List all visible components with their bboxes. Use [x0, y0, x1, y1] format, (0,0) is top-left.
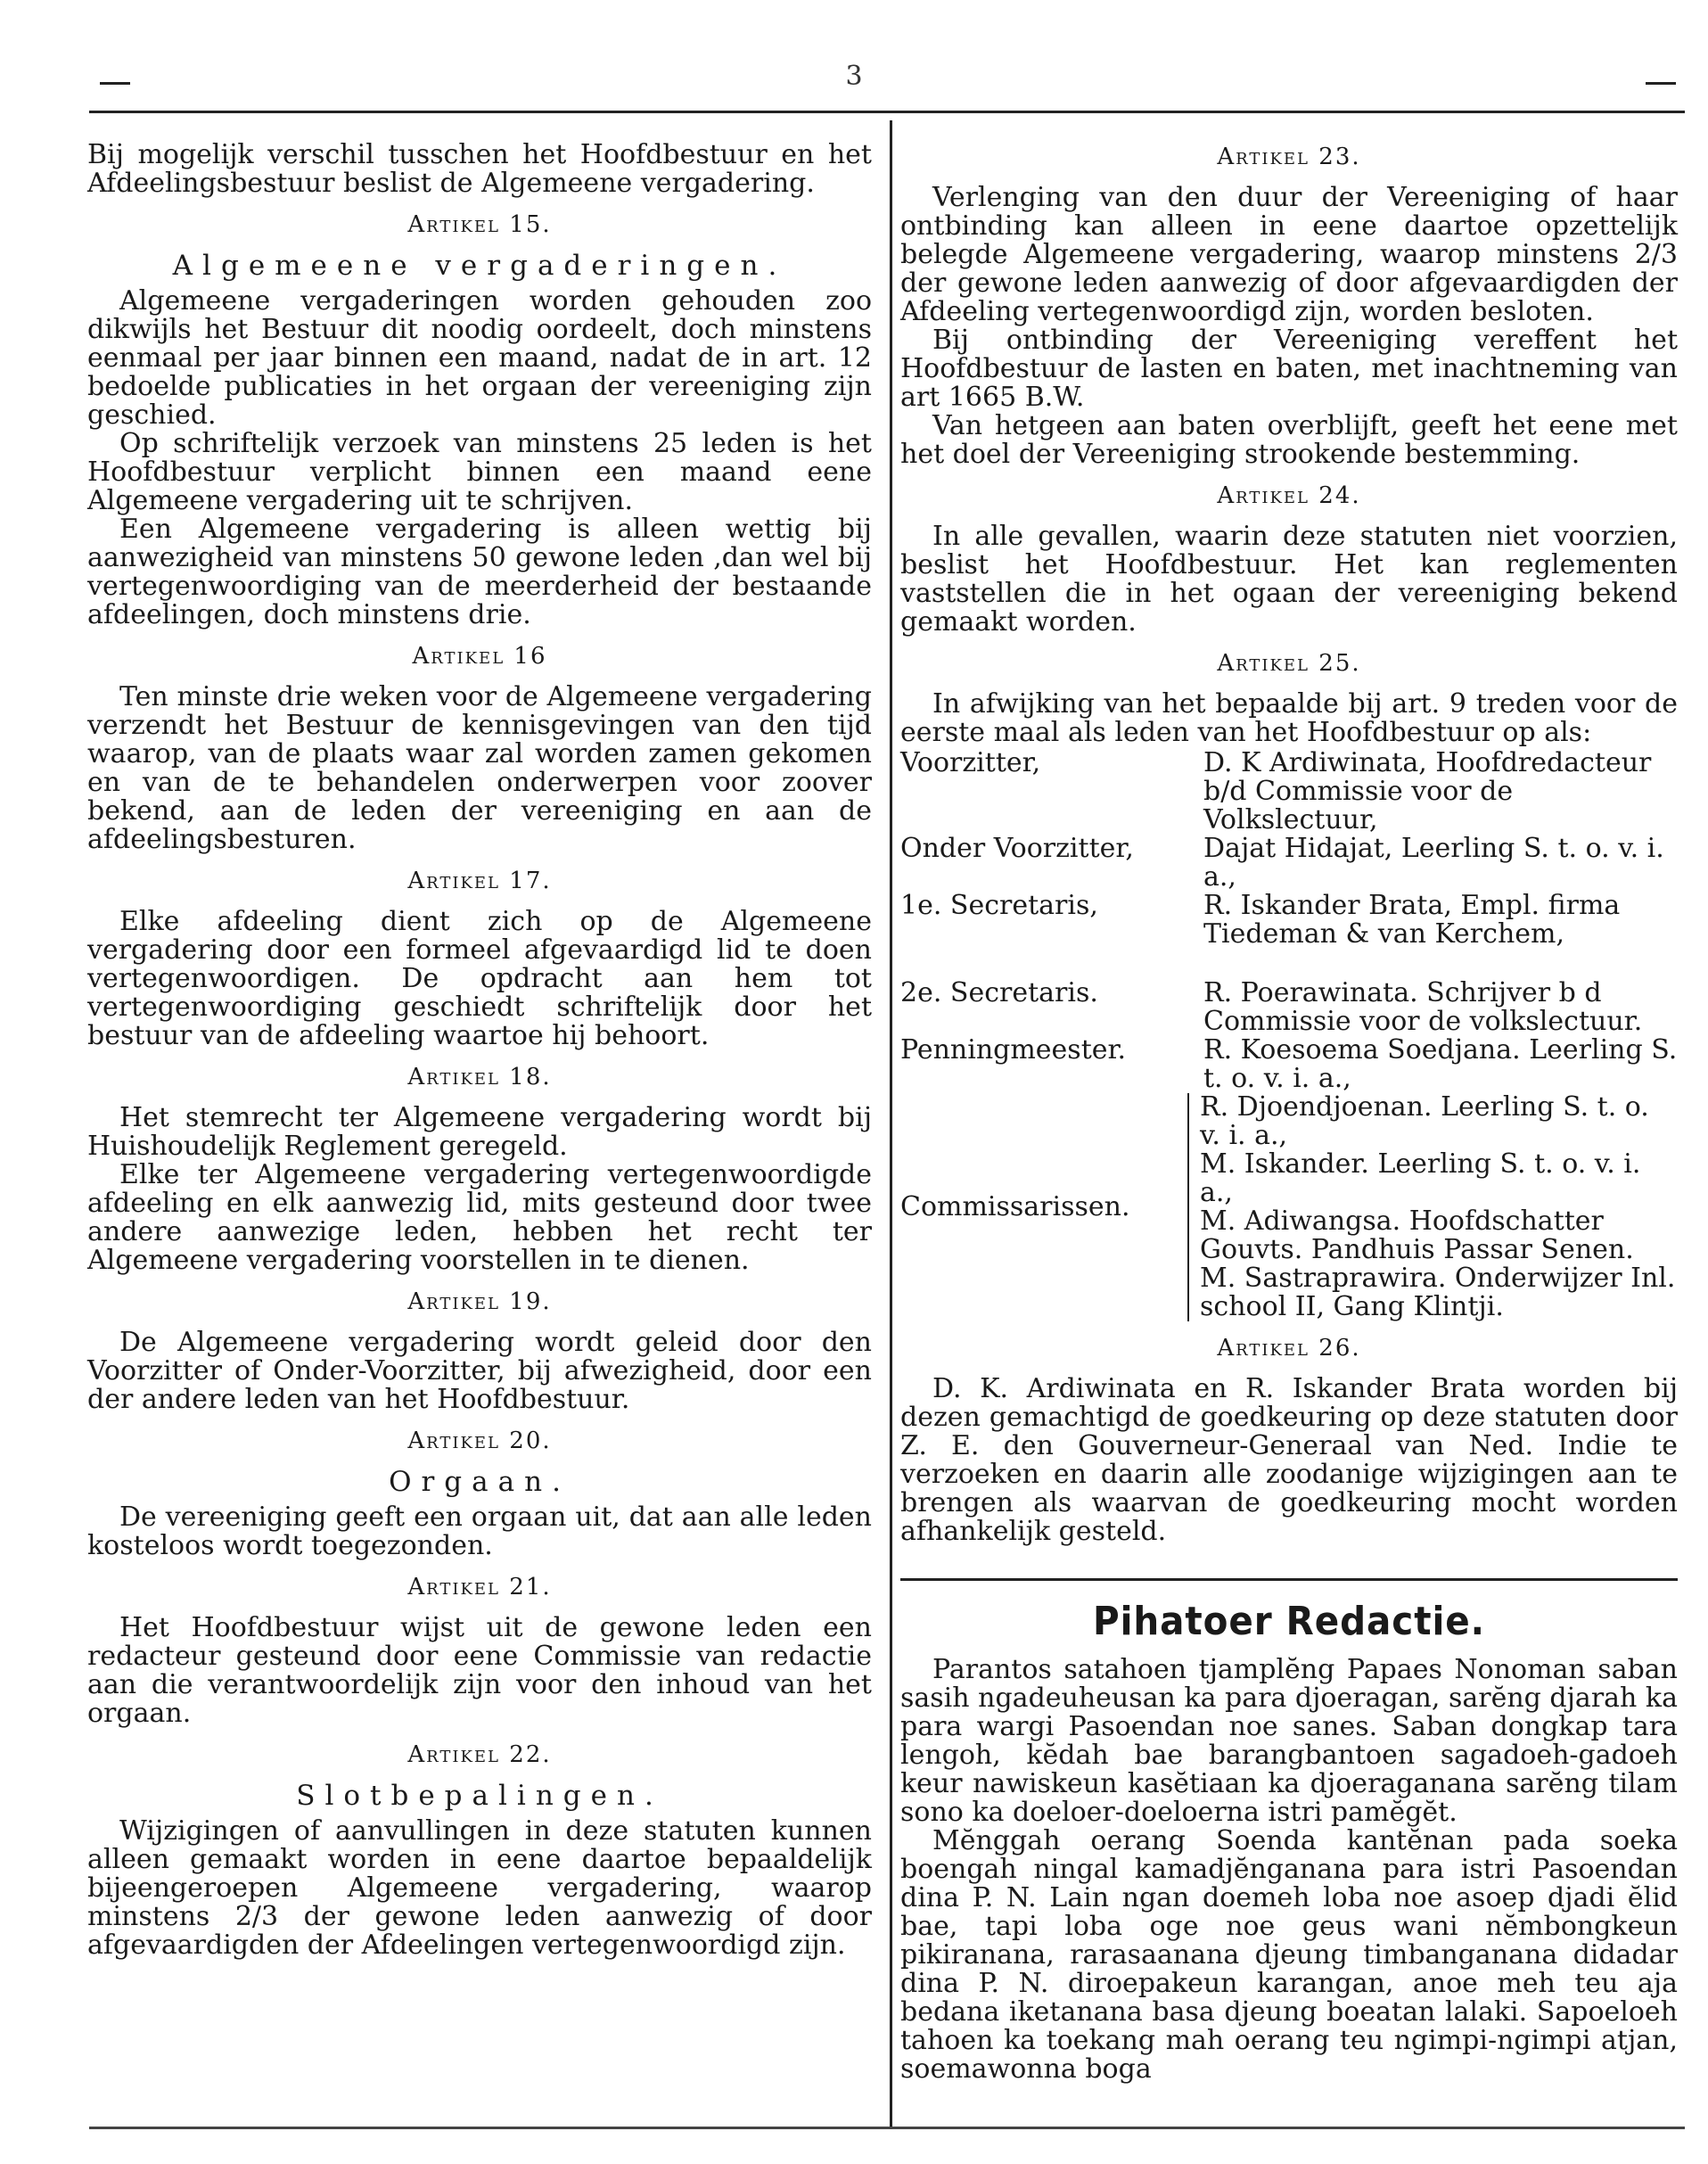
article-25-paragraph-1: In afwijking van het bepaalde bij art. 9 treden voor de eerste maal als leden van het Hoofdbestuur op als: [900, 688, 1678, 748]
right-column [900, 141, 1678, 2084]
board-person: R. Koesoema Soedjana. Leerling S. t. o. v. i. a., [1203, 1034, 1678, 1094]
article-17-heading: Artikel 17. [407, 868, 552, 894]
commissioner-entry: M. Iskander. Leerling S. t. o. v. i. a., [1200, 1148, 1641, 1208]
commissioners-role: Commissarissen. [900, 1191, 1130, 1222]
article-16-heading: Artikel 16 [412, 643, 547, 670]
header-dash-right [1646, 82, 1676, 85]
article-15-subheading: Algemeene vergaderingen. [172, 250, 787, 282]
article-15-heading: Artikel 15. [407, 211, 552, 238]
board-spacer [1203, 949, 1678, 979]
board-person: R. Iskander Brata, Empl. firma Tiedeman & van Kerchem, [1203, 890, 1621, 950]
article-21-paragraph-1: Het Hoofdbestuur wijst uit de gewone leden een redacteur gesteund door eene Commissie van redactie aan die verantwoordelijk zijn voor den inhoud van het orgaan. [87, 1612, 872, 1729]
article-23-paragraph-3: Van hetgeen aan baten overblijft, geeft het eene met het doel der Vereeniging strookende bestemming. [900, 410, 1678, 470]
board-members-list [900, 749, 1678, 1321]
article-23-heading: Artikel 23. [1217, 144, 1361, 170]
article-22-subheading: Slotbepalingen. [296, 1780, 663, 1812]
article-18-paragraph-2: Elke ter Algemeene vergadering vertegenwoordigde afdeeling en elk aanwezig lid, mits gesteund door twee andere aanwezige leden, hebben het recht ter Algemeene vergadering voorstellen in te dienen. [87, 1159, 872, 1276]
article-19-paragraph-1: De Algemeene vergadering wordt geleid door den Voorzitter of Onder-Voorzitter, bij afwezigheid, door een der andere leden van het Hoofdbestuur. [87, 1327, 872, 1415]
column-divider [890, 120, 892, 2127]
redactie-paragraph-2: Mĕnggah oerang Soenda kantĕnan pada soeka boengah ningal kamadjĕnganana para istri Pasoendan dina P. N. Lain ngan doemeh loba noe asoep djadi ĕlid bae, tapi loba oge noe geus wani nĕmbongkeun pikiranana, rarasaanana djeung timbanganana didadar dina P. N. diroepakeun karangan, anoe meh teu aja bedana iketanana basa djeung boeatan lalaki. Sapoeloeh tahoen ka toekang mah oerang teu ngimpi-ngimpi atjan, soemawonna boga [900, 1825, 1678, 2085]
article-15-paragraph-1: Algemeene vergaderingen worden gehouden zoo dikwijls het Bestuur dit noodig oordeelt, doch minstens eenmaal per jaar binnen een maand, nadat de in art. 12 bedoelde publicaties in het orgaan der vereeniging zijn geschied. [87, 285, 872, 431]
board-role: Onder Voorzitter, [900, 833, 1134, 864]
board-role: 2e. Secretaris. [900, 977, 1098, 1008]
section-rule [900, 1578, 1678, 1581]
page-number: 3 [845, 61, 863, 92]
article-18-paragraph-1: Het stemrecht ter Algemeene vergadering wordt bij Huishoudelijk Reglement geregeld. [87, 1102, 872, 1162]
commissioner-entry: M. Sastraprawira. Onderwijzer Inl. school II, Gang Klintji. [1200, 1263, 1676, 1322]
board-role: Voorzitter, [900, 747, 1041, 778]
board-spacer [900, 949, 1195, 979]
footer-rule [89, 2127, 1685, 2129]
commissioners-group [1187, 1093, 1678, 1321]
article-20-subheading: Orgaan. [389, 1466, 571, 1498]
article-24-paragraph-1: In alle gevallen, waarin deze statuten niet voorzien, beslist het Hoofdbestuur. Het kan reglementen vaststellen die in het ogaan der vereeniging bekend gemaakt worden. [900, 521, 1678, 638]
board-role: Penningmeester. [900, 1034, 1127, 1066]
article-23-paragraph-1: Verlenging van den duur der Vereeniging of haar ontbinding kan alleen in eene daartoe opzettelijk belegde Algemeene vergadering, waarop minstens 2/3 der gewone leden aanwezig of door afgevaardigden der Afdeeling vertegenwoordigd zijn, worden besloten. [900, 182, 1678, 327]
article-20-heading: Artikel 20. [407, 1428, 552, 1454]
article-26-paragraph-1: D. K. Ardiwinata en R. Iskander Brata worden bij dezen gemachtigd de goedkeuring op deze statuten door Z. E. den Gouverneur-Generaal van Ned. Indie te verzoeken en daarin alle zoodanige wijzigingen aan te brengen als waarvan de goedkeuring mocht worden afhankelijk gesteld. [900, 1373, 1678, 1547]
article-24-heading: Artikel 24. [1217, 482, 1361, 509]
article-15-paragraph-2: Op schriftelijk verzoek van minstens 25 leden is het Hoofdbestuur verplicht binnen een maand eene Algemeene vergadering uit te schrijven. [87, 428, 872, 516]
article-19-heading: Artikel 19. [407, 1288, 552, 1315]
commissioner-entry: M. Adiwangsa. Hoofdschatter Gouvts. Pandhuis Passar Senen. [1200, 1205, 1634, 1265]
redactie-title: Pihatoer Redactie. [1093, 1599, 1485, 1644]
article-16-paragraph-1: Ten minste drie weken voor de Algemeene vergadering verzendt het Bestuur de kennisgevingen van den tijd waarop, van de plaats waar zal worden zamen gekomen en van de te behandelen onderwerpen voor zoover bekend, aan de leden der vereeniging en aan de afdeelingsbesturen. [87, 681, 872, 855]
intro-paragraph: Bij mogelijk verschil tusschen het Hoofdbestuur en het Afdeelingsbestuur beslist de Algemeene vergadering. [87, 139, 872, 199]
board-person: Dajat Hidajat, Leerling S. t. o. v. i. a., [1203, 833, 1664, 893]
board-person: D. K Ardiwinata, Hoofdredacteur b/d Commissie voor de Volkslectuur, [1203, 747, 1652, 835]
article-18-heading: Artikel 18. [407, 1064, 552, 1090]
article-20-paragraph-1: De vereeniging geeft een orgaan uit, dat aan alle leden kosteloos wordt toegezonden. [87, 1502, 872, 1561]
article-17-paragraph-1: Elke afdeeling dient zich op de Algemeene vergadering door een formeel afgevaardigd lid te doen vertegenwoordigen. De opdracht aan hem tot vertegenwoordiging geschiedt schriftelijk door het bestuur van de afdeeling waartoe hij behoort. [87, 906, 872, 1051]
commissioner-entry: R. Djoendjoenan. Leerling S. t. o. v. i. a., [1200, 1091, 1649, 1151]
article-23-paragraph-2: Bij ontbinding der Vereeniging vereffent het Hoofdbestuur de lasten en baten, met inachtneming van art 1665 B.W. [900, 325, 1678, 413]
article-26-heading: Artikel 26. [1217, 1335, 1361, 1362]
board-person: R. Poerawinata. Schrijver b d Commissie voor de volkslectuur. [1203, 977, 1643, 1037]
article-22-paragraph-1: Wijzigingen of aanvullingen in deze statuten kunnen alleen gemaakt worden in eene daartoe bepaaldelijk bijeengeroepen Algemeene vergadering, waarop minstens 2/3 der gewone leden aanwezig of door afgevaardigden der Afdeelingen vertegenwoordigd zijn. [87, 1815, 872, 1961]
article-22-heading: Artikel 22. [407, 1741, 552, 1768]
article-15-paragraph-3: Een Algemeene vergadering is alleen wettig bij aanwezigheid van minstens 50 gewone leden ,dan wel bij vertegenwoordiging van de meerderheid der bestaande afdeelingen, doch minstens drie. [87, 514, 872, 630]
redactie-paragraph-1: Parantos satahoen tjamplĕng Papaes Nonoman saban sasih ngadeuheusan ka para djoeragan, sarĕng djarah ka para wargi Pasoendan noe sanes. Saban dongkap tara lengoh, kĕdah bae barangbantoen sagadoeh-gadoeh keur nawiskeun kasĕtiaan ka djoeraganana sarĕng tilam sono ka doeloer-doeloerna istri pamĕgĕt. [900, 1654, 1678, 1828]
header-dash-left [100, 82, 130, 85]
header-rule [89, 111, 1685, 113]
article-25-heading: Artikel 25. [1217, 650, 1361, 677]
article-21-heading: Artikel 21. [407, 1574, 552, 1600]
board-role: 1e. Secretaris, [900, 890, 1098, 921]
left-column [87, 141, 872, 1960]
